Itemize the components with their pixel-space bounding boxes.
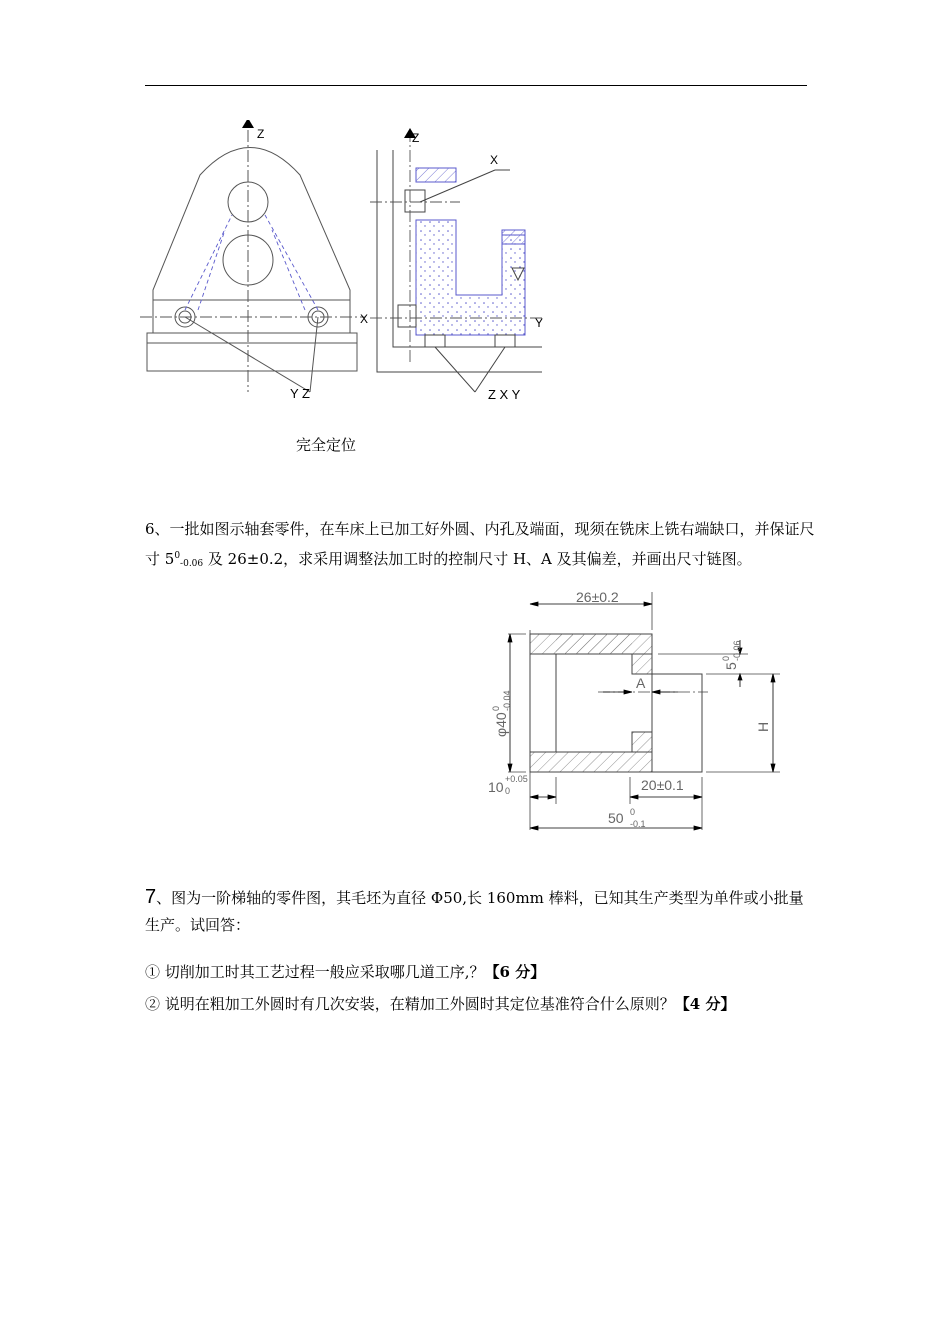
q6-sub: -0.06: [180, 559, 204, 569]
q6-text-b: 及 26±0.2，求采用调整法加工时的控制尺寸 H、A 及其偏差，并画出尺寸链图。: [203, 550, 752, 568]
q7-number: 7: [145, 886, 157, 908]
q7-part1-score: 【6 分】: [484, 963, 546, 981]
axis-z-right: Z: [412, 131, 420, 145]
question-7: [145, 884, 815, 939]
dim-diam: φ40: [493, 712, 509, 737]
q7-part2-score: 【4 分】: [674, 995, 736, 1013]
axis-x-left: X: [360, 312, 369, 326]
label-h: H: [755, 721, 771, 732]
q7-text: 、图为一阶梯轴的零件图，其毛坯为直径 Φ50,长 160mm 棒料，已知其生产类型为单件或小批量生产。试回答：: [145, 889, 804, 934]
dim-10-sup: +0.05: [505, 774, 528, 784]
q7-part2-text: ② 说明在粗加工外圆时有几次安装，在精加工外圆时其定位基准符合什么原则？: [145, 995, 675, 1013]
dim-10: 10: [488, 779, 504, 795]
figure-caption: 完全定位: [296, 436, 357, 454]
dim-10-sub: 0: [505, 786, 511, 796]
q6-sup: 0: [174, 551, 181, 561]
figure-sleeve-part: [478, 582, 808, 844]
dim-5: 5: [723, 662, 739, 670]
question-6: [145, 516, 815, 578]
axis-x-top: X: [490, 153, 499, 167]
dim-top: 26±0.2: [576, 589, 619, 605]
axis-y-right: Y: [535, 316, 544, 330]
figure-complete-positioning: [140, 120, 560, 410]
label-a: A: [636, 675, 646, 691]
question-7-part-1: [145, 959, 545, 986]
label-left-bottom: Y Z: [290, 386, 310, 401]
dim-diam-sup: 0: [491, 705, 501, 711]
dim-50-sub: -0.1: [630, 819, 646, 829]
q6-text-a: 6、一批如图示轴套零件，在车床上已加工好外圆、内孔及端面，现须在铣床上铣右端缺口，并保证尺寸 5: [145, 520, 815, 568]
label-right-bottom: Z X Y: [488, 387, 521, 402]
q7-part1-text: ① 切削加工时其工艺过程一般应采取哪几道工序,？: [145, 963, 485, 981]
dim-20: 20±0.1: [641, 777, 684, 793]
dim-50: 50: [608, 810, 624, 826]
question-7-part-2: [145, 991, 735, 1018]
dim-5-sup: 0: [721, 655, 731, 661]
dim-5-sub: -0.06: [732, 640, 742, 661]
dim-diam-sub: -0.04: [502, 690, 512, 711]
dim-50-sup: 0: [630, 807, 636, 817]
header-rule: [145, 85, 807, 86]
axis-z-left: Z: [257, 127, 265, 141]
